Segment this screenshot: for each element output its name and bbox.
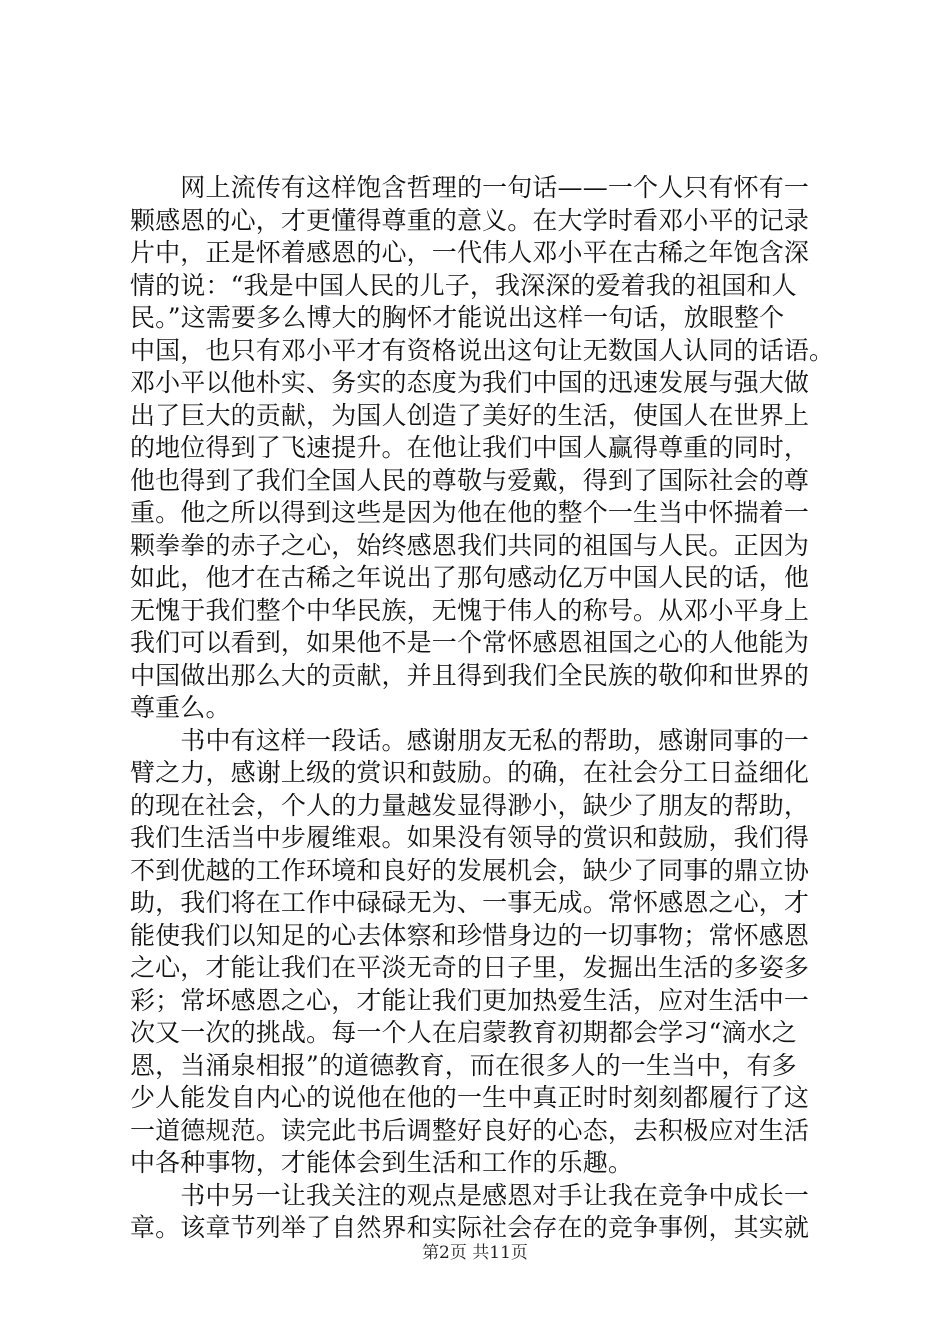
text-line: 中国，也只有邓小平才有资格说出这句让无数国人认同的话语。 [130, 335, 835, 365]
text-line: 助，我们将在工作中碌碌无为、一事无成。常怀感恩之心，才 [130, 888, 810, 917]
text-line: 颗拳拳的赤子之心，始终感恩我们共同的祖国与人民。正因为 [130, 530, 810, 560]
text-line: 出了巨大的贡献，为国人创造了美好的生活，使国人在世界上 [130, 400, 810, 430]
text-line: 重。他之所以得到这些是因为他在他的整个一生当中怀揣着一 [130, 498, 810, 527]
text-line: 中国做出那么大的贡献，并且得到我们全民族的敬仰和世界的 [130, 660, 810, 690]
text-line: 无愧于我们整个中华民族，无愧于伟人的称号。从邓小平身上 [130, 595, 810, 625]
text-line: 他也得到了我们全国人民的尊敬与爱戴，得到了国际社会的尊 [130, 465, 810, 495]
text-line: 的现在社会，个人的力量越发显得渺小，缺少了朋友的帮助， [130, 790, 810, 820]
text-line: 尊重么。 [130, 693, 231, 722]
text-line: 次又一次的挑战。每一个人在启蒙教育初期都会学习“滴水之 [130, 1018, 797, 1047]
text-line: 如此，他才在古稀之年说出了那句感动亿万中国人民的话，他 [130, 563, 810, 592]
text-line: 之心，才能让我们在平淡无奇的日子里，发掘出生活的多姿多 [130, 953, 810, 982]
text-line: 中各种事物，才能体会到生活和工作的乐趣。 [130, 1148, 634, 1177]
text-line: 章。该章节列举了自然界和实际社会存在的竞争事例，其实就 [130, 1213, 810, 1242]
text-line: 民。”这需要多么博大的胸怀才能说出这样一句话，放眼整个 [130, 303, 785, 332]
body-text [130, 172, 834, 1245]
text-line: 彩；常坏感恩之心，才能让我们更加热爱生活，应对生活中一 [130, 985, 810, 1015]
text-line: 我们生活当中步履维艰。如果没有领导的赏识和鼓励，我们得 [130, 823, 810, 852]
text-line: 网上流传有这样饱含哲理的一句话——一个人只有怀有一 [130, 173, 810, 202]
text-line: 能使我们以知足的心去体察和珍惜身边的一切事物；常怀感恩 [130, 920, 810, 950]
text-line: 情的说：“我是中国人民的儿子，我深深的爱着我的祖国和人 [130, 270, 797, 300]
text-line: 不到优越的工作环境和良好的发展机会，缺少了同事的鼎立协 [130, 855, 810, 885]
page-number-footer: 第2页 共11页 [422, 1243, 528, 1263]
text-line: 我们可以看到，如果他不是一个常怀感恩祖国之心的人他能为 [130, 628, 810, 657]
text-line: 书中另一让我关注的观点是感恩对手让我在竞争中成长一 [130, 1180, 810, 1210]
text-line: 颗感恩的心，才更懂得尊重的意义。在大学时看邓小平的记录 [130, 205, 810, 235]
text-line: 邓小平以他朴实、务实的态度为我们中国的迅速发展与强大做 [130, 368, 810, 397]
text-line: 少人能发自内心的说他在他的一生中真正时时刻刻都履行了这 [130, 1083, 810, 1112]
text-line: 一道德规范。读完此书后调整好良好的心态，去积极应对生活 [130, 1115, 810, 1145]
text-line: 书中有这样一段话。感谢朋友无私的帮助，感谢同事的一 [130, 725, 810, 755]
text-line: 恩，当涌泉相报”的道德教育，而在很多人的一生当中，有多 [130, 1050, 797, 1080]
text-line: 片中，正是怀着感恩的心，一代伟人邓小平在古稀之年饱含深 [130, 238, 810, 267]
text-line: 臂之力，感谢上级的赏识和鼓励。的确，在社会分工日益细化 [130, 758, 810, 787]
text-line: 的地位得到了飞速提升。在他让我们中国人赢得尊重的同时， [130, 433, 810, 462]
